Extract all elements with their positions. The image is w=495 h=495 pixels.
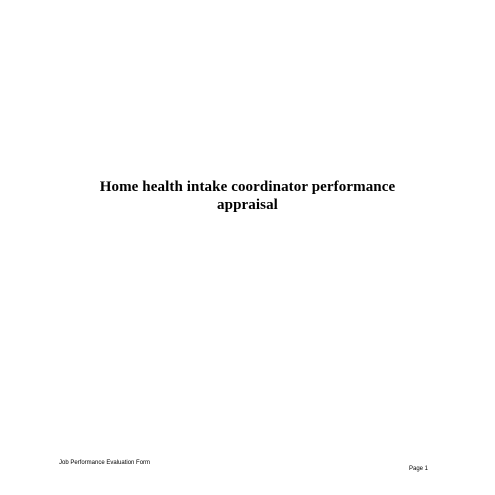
document-title-line-1: Home health intake coordinator performance [99,179,396,195]
footer-form-name: Job Performance Evaluation Form [59,460,151,466]
document-title-line-2: appraisal [217,197,278,213]
footer-page-number: Page 1 [409,466,429,472]
document-title [0,178,495,214]
